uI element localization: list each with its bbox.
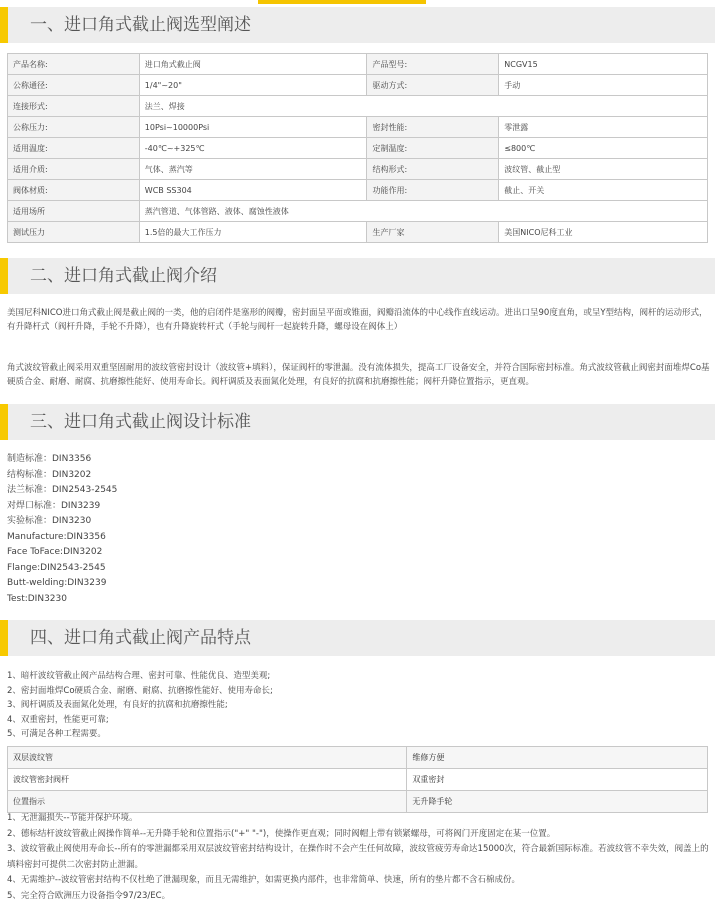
spec-label: 适用温度: (8, 138, 140, 159)
spec-value: WCB SS304 (139, 180, 367, 201)
spec-value: 1.5倍的最大工作压力 (139, 222, 367, 243)
list-item: 5、完全符合欧洲压力设备指令97/23/EC。 (7, 890, 171, 901)
spec-label: 测试压力 (8, 222, 140, 243)
spec-value: 蒸汽管道、气体管路、液体、腐蚀性液体 (139, 201, 707, 222)
spec-label: 功能作用: (367, 180, 499, 201)
list-item: 2、德标结杆波纹管截止阀操作简单--无升降手轮和位置指示("+" "-")，使操作更直观；同时阀帽上带有锁紧螺母，可将阀门开度固定在某一位置。 (7, 828, 556, 839)
section-marker (0, 258, 8, 294)
spec-label: 产品名称: (8, 54, 140, 75)
table-row (8, 159, 708, 180)
section-header-intro (0, 258, 715, 294)
spec-label: 驱动方式: (367, 75, 499, 96)
table-cell: 双重密封 (407, 769, 708, 791)
list-item: 实验标准：DIN3230 (7, 516, 92, 526)
spec-label: 公称压力: (8, 117, 140, 138)
list-item: Butt-welding:DIN3239 (7, 578, 107, 588)
table-row (8, 201, 708, 222)
section-title: 二、进口角式截止阀介绍 (30, 266, 217, 286)
section-marker (0, 620, 8, 656)
features-list (7, 669, 273, 742)
table-row (8, 222, 708, 243)
standards-list (7, 452, 117, 607)
section-header-features (0, 620, 715, 656)
spec-value: -40℃~+325℃ (139, 138, 367, 159)
section-title: 四、进口角式截止阀产品特点 (30, 628, 251, 648)
section-header-selection (0, 7, 715, 43)
intro-paragraph-2: 角式波纹管截止阀采用双重坚固耐用的波纹管密封设计（波纹管+填料），保证阀杆的零泄漏。没有流体损失，提高工厂设备安全，并符合国际密封标准。角式波纹管截止阀密封面堆焊Co基硬质合金、耐磨、耐腐、抗磨擦性能好、使用寿命长。阀杆调质及表面氮化处理，有良好的抗腐和抗磨擦性能；阀杆升降位置指示，更直观。 (7, 363, 710, 387)
table-row (8, 75, 708, 96)
spec-value: ≤800℃ (499, 138, 708, 159)
spec-value: 1/4"~20" (139, 75, 367, 96)
table-row (8, 791, 708, 813)
table-row (8, 54, 708, 75)
section-title: 一、进口角式截止阀选型阐述 (30, 15, 251, 35)
spec-table (7, 53, 708, 243)
section-marker (0, 7, 8, 43)
spec-value: 截止、开关 (499, 180, 708, 201)
spec-value: 气体、蒸汽等 (139, 159, 367, 180)
list-item: 1、暗杆波纹管截止阀产品结构合理、密封可靠、性能优良、造型美观; (7, 671, 271, 681)
feature-table (7, 746, 708, 813)
spec-label: 定制温度: (367, 138, 499, 159)
table-cell: 维修方便 (407, 747, 708, 769)
table-cell: 无升降手轮 (407, 791, 708, 813)
spec-label: 生产厂家 (367, 222, 499, 243)
table-row (8, 96, 708, 117)
list-item: 3、阀杆调质及表面氮化处理，有良好的抗腐和抗磨擦性能; (7, 700, 228, 710)
list-item: 3、波纹管截止阀使用寿命长--所有的零泄漏都采用双层波纹管密封结构设计，在操作时不会产生任何故障，波纹管疲劳寿命达15000次，符合最新国际标准。若波纹管不幸失效，阀盖上的填料密封可提供二次密封防止泄漏。 (7, 844, 709, 870)
spec-value: 进口角式截止阀 (139, 54, 367, 75)
spec-label: 连接形式: (8, 96, 140, 117)
table-cell: 位置指示 (8, 791, 407, 813)
section-marker (0, 404, 8, 440)
spec-label: 公称通径: (8, 75, 140, 96)
spec-label: 适用介质: (8, 159, 140, 180)
list-item: 1、无泄漏损失--节能并保护环境。 (7, 813, 138, 823)
spec-value: 波纹管、截止型 (499, 159, 708, 180)
list-item: 4、双重密封，性能更可靠; (7, 714, 109, 725)
list-item: Test:DIN3230 (7, 593, 67, 604)
section-header-standards (0, 404, 715, 440)
top-accent-bar (258, 0, 426, 4)
intro-paragraph-1: 美国尼科NICO进口角式截止阀是截止阀的一类，他的启闭件是塞形的阀瓣，密封面呈平面或锥面，阀瓣沿流体的中心线作直线运动。进出口呈90度直角，或呈Y型结构，阀杆的运动形式，有升降杆式（阀杆升降，手轮不升降），也有升降旋转杆式（手轮与阀杆一起旋转升降，螺母设在阀体上） (7, 308, 708, 332)
list-item: Flange:DIN2543-2545 (7, 562, 106, 573)
list-item: 结构标准：DIN3202 (7, 469, 92, 480)
spec-label: 阀体材质: (8, 180, 140, 201)
features-detail-list (7, 811, 710, 904)
list-item: 法兰标准：DIN2543-2545 (7, 485, 118, 495)
spec-value: NCGV15 (499, 54, 708, 75)
spec-value: 法兰、焊接 (139, 96, 707, 117)
table-row (8, 138, 708, 159)
list-item: 5、可满足各种工程需要。 (7, 729, 106, 739)
table-row (8, 117, 708, 138)
section-title: 三、进口角式截止阀设计标准 (30, 412, 251, 432)
spec-value: 零泄露 (499, 117, 708, 138)
list-item: 制造标准：DIN3356 (7, 454, 92, 464)
table-cell: 双层波纹管 (8, 747, 407, 769)
table-row (8, 769, 708, 791)
spec-label: 适用场所 (8, 201, 140, 222)
list-item: 对焊口标准：DIN3239 (7, 500, 101, 511)
table-cell: 波纹管密封阀杆 (8, 769, 407, 791)
spec-label: 结构形式: (367, 159, 499, 180)
spec-label: 密封性能: (367, 117, 499, 138)
spec-value: 手动 (499, 75, 708, 96)
spec-value: 美国NICO尼科工业 (499, 222, 708, 243)
list-item: Face ToFace:DIN3202 (7, 547, 103, 557)
table-row (8, 180, 708, 201)
spec-label: 产品型号: (367, 54, 499, 75)
list-item: Manufacture:DIN3356 (7, 531, 106, 542)
spec-value: 10Psi~10000Psi (139, 117, 367, 138)
list-item: 2、密封面堆焊Co硬质合金、耐磨、耐腐、抗磨擦性能好、使用寿命长; (7, 685, 273, 696)
table-row (8, 747, 708, 769)
list-item: 4、无需维护--波纹管密封结构不仅杜绝了泄漏现象，而且无需维护，如需更换内部件，也非常简单、快速，所有的垫片都不含石棉成份。 (7, 875, 521, 885)
